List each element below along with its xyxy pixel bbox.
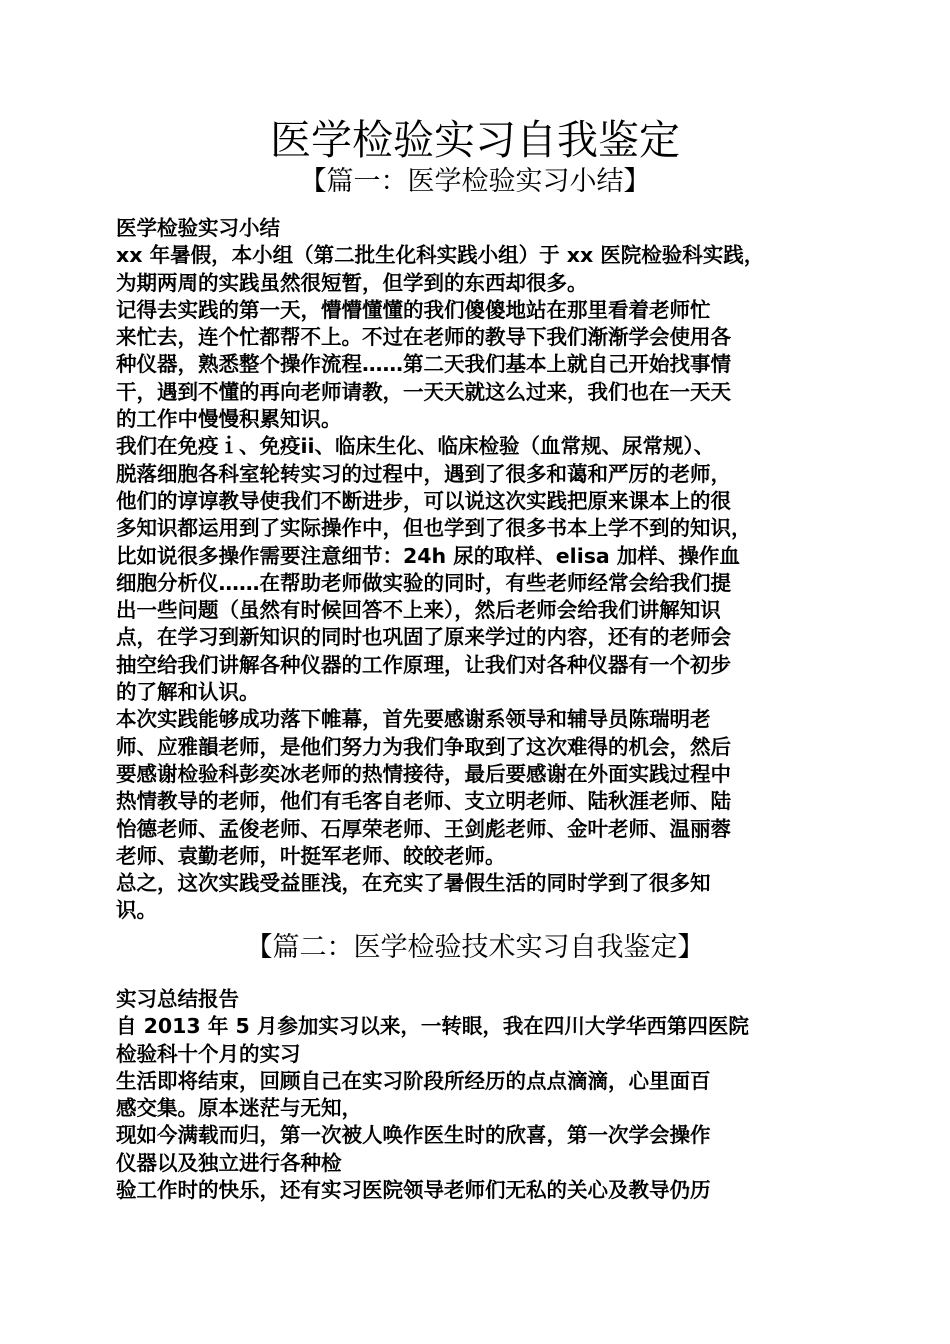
section1-subtitle: 医学检验实习小结: [116, 216, 280, 240]
body-line: 自 2013 年 5 月参加实习以来，一转眼，我在四川大学华西第四医院: [116, 1014, 749, 1039]
document-title: 医学检验实习自我鉴定: [270, 116, 680, 164]
section2-subtitle: 实习总结报告: [116, 987, 239, 1011]
section2-body: [116, 986, 836, 1204]
body-line: 记得去实践的第一天，懵懵懂懂的我们傻傻地站在那里看着老师忙: [116, 297, 711, 322]
body-line: 抽空给我们讲解各种仪器的工作原理，让我们对各种仪器有一个初步: [116, 652, 731, 677]
body-line: xx 年暑假，本小组（第二批生化科实践小组）于 xx 医院检验科实践，: [116, 243, 765, 268]
body-line: 检验科十个月的实习: [116, 1041, 301, 1066]
body-line: 我们在免疫ｉ、免疫ii、临床生化、临床检验（血常规、尿常规）、: [116, 434, 715, 459]
section1-heading: 【篇一：医学检验实习小结】: [299, 166, 651, 197]
body-line: 多知识都运用到了实际操作中，但也学到了很多书本上学不到的知识，: [116, 516, 752, 541]
body-line: 要感谢检验科彭奕冰老师的热情接待，最后要感谢在外面实践过程中: [116, 761, 731, 786]
body-line: 种仪器，熟悉整个操作流程……第二天我们基本上就自己开始找事情: [116, 352, 731, 377]
body-line: 生活即将结束，回顾自己在实习阶段所经历的点点滴滴，心里面百: [116, 1068, 711, 1093]
body-line: 点，在学习到新知识的同时也巩固了原来学过的内容，还有的老师会: [116, 625, 731, 650]
body-line: 师、应雅韻老师，是他们努力为我们争取到了这次难得的机会，然后: [116, 734, 731, 759]
body-line: 他们的谆谆教导使我们不断进步，可以说这次实践把原来课本上的很: [116, 488, 731, 513]
body-line: 验工作时的快乐，还有实习医院领导老师们无私的关心及教导仍历: [116, 1178, 711, 1203]
body-line: 为期两周的实践虽然很短暂，但学到的东西却很多。: [116, 270, 588, 295]
body-line: 出一些问题（虽然有时候回答不上来），然后老师会给我们讲解知识: [116, 598, 721, 623]
body-line: 的了解和认识。: [116, 680, 260, 705]
body-line: 来忙去，连个忙都帮不上。不过在老师的教导下我们渐渐学会使用各: [116, 325, 731, 350]
body-line: 感交集。原本迷茫与无知，: [116, 1096, 362, 1121]
body-line: 干，遇到不懂的再向老师请教，一天天就这么过来，我们也在一天天: [116, 379, 731, 404]
body-line: 仪器以及独立进行各种检: [116, 1150, 342, 1175]
body-line: 细胞分析仪……在帮助老师做实验的同时，有些老师经常会给我们提: [116, 570, 731, 595]
body-line: 老师、袁勤老师，叶挺军老师、皎皎老师。: [116, 843, 506, 868]
body-line: 脱落细胞各科室轮转实习的过程中，遇到了很多和蔼和严厉的老师，: [116, 461, 731, 486]
body-line: 总之，这次实践受益匪浅，在充实了暑假生活的同时学到了很多知: [116, 871, 711, 896]
body-line: 现如今满载而归，第一次被人唤作医生时的欣喜，第一次学会操作: [116, 1123, 711, 1148]
section2-heading: 【篇二：医学检验技术实习自我鉴定】: [245, 932, 705, 963]
body-line: 热情教导的老师，他们有毛客自老师、支立明老师、陆秋涯老师、陆: [116, 789, 731, 814]
body-line: 识。: [116, 898, 157, 923]
body-line: 本次实践能够成功落下帷幕，首先要感谢系领导和辅导员陈瑞明老: [116, 707, 711, 732]
body-line: 比如说很多操作需要注意细节：24h 尿的取样、elisa 加样、操作血: [116, 543, 740, 568]
body-line: 怡德老师、孟俊老师、石厚荣老师、王剑彪老师、金叶老师、温丽蓉: [116, 816, 731, 841]
body-line: 的工作中慢慢积累知识。: [116, 407, 342, 432]
section1-body: [116, 215, 836, 925]
